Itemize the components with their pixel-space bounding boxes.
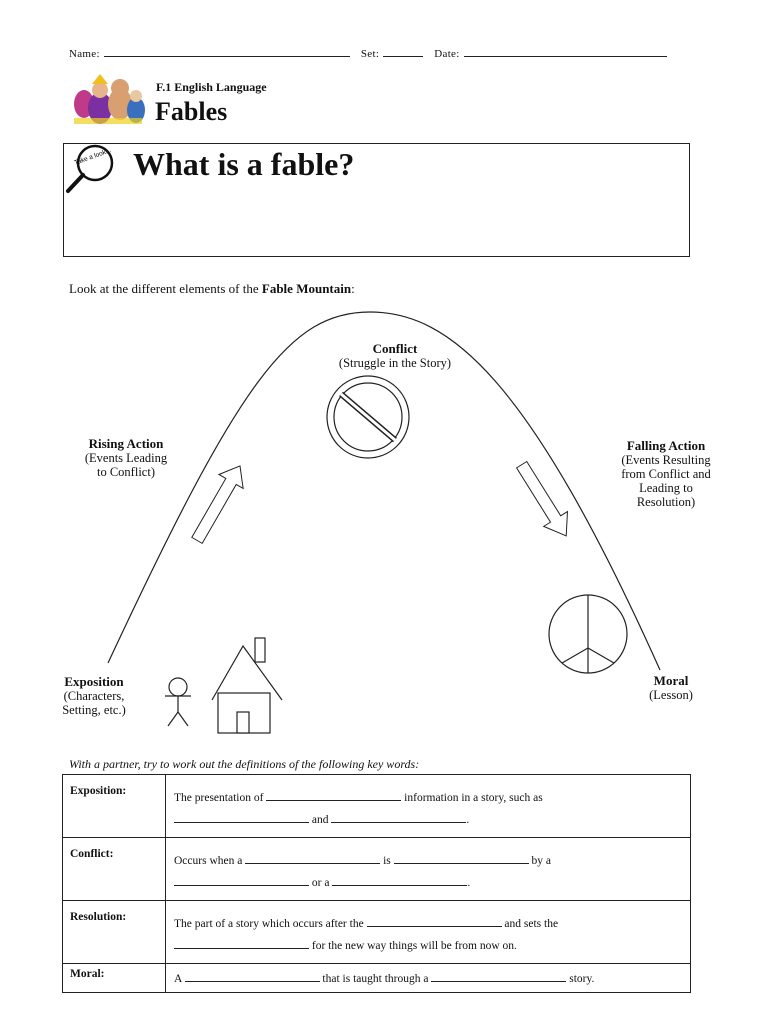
exposition-line1: (Characters, (63, 689, 125, 703)
falling-line2: from Conflict and (621, 467, 711, 481)
def-text: Occurs when a (174, 855, 246, 867)
term-resolution: Resolution: (63, 901, 166, 964)
name-blank[interactable] (104, 44, 350, 57)
def-text: . (467, 877, 471, 889)
def-text: and (309, 814, 332, 826)
fill-blank[interactable] (266, 788, 401, 801)
conflict-title: Conflict (372, 341, 418, 356)
question-heading: What is a fable? (133, 146, 355, 182)
definitions-table (62, 774, 691, 993)
course-name: F.1 English Language (156, 80, 267, 94)
def-text: or a (309, 877, 333, 889)
def-text: for the new way things will be from now on. (309, 940, 517, 952)
set-blank[interactable] (383, 44, 423, 57)
falling-line1: (Events Resulting (621, 453, 711, 467)
rising-action-label (70, 437, 182, 479)
fill-blank[interactable] (185, 969, 320, 982)
magnifier-text: Take a look... (73, 147, 112, 167)
page-title: Fables (155, 97, 228, 126)
term-exposition: Exposition: (63, 775, 166, 838)
def-text: A (174, 973, 185, 985)
fill-blank[interactable] (245, 851, 380, 864)
fill-blank[interactable] (367, 914, 502, 927)
fill-blank[interactable] (174, 810, 309, 823)
partner-instruction: With a partner, try to work out the definitions of the following key words: (69, 757, 420, 771)
definition-exposition (166, 775, 691, 838)
moral-sub: (Lesson) (649, 688, 693, 702)
set-label: Set: (360, 48, 380, 60)
def-text: information in a story, such as (401, 792, 543, 804)
peace-symbol-icon (549, 595, 627, 673)
moral-label (636, 674, 706, 702)
falling-arrow-icon (510, 457, 578, 543)
term-moral: Moral: (63, 964, 166, 993)
def-text: . (466, 814, 470, 826)
def-text: The presentation of (174, 792, 267, 804)
def-text: and sets the (501, 918, 559, 930)
date-label: Date: (434, 48, 460, 60)
rising-title: Rising Action (88, 436, 164, 451)
rising-line1: (Events Leading (84, 451, 168, 465)
def-text: story. (566, 973, 595, 985)
fill-blank[interactable] (431, 969, 566, 982)
fill-blank[interactable] (174, 873, 309, 886)
def-text: The part of a story which occurs after the (174, 918, 367, 930)
definition-moral (166, 964, 691, 993)
intro-suffix: : (351, 281, 355, 296)
def-text: by a (528, 855, 551, 867)
term-conflict: Conflict: (63, 838, 166, 901)
definition-conflict (166, 838, 691, 901)
rising-arrow-icon (185, 459, 252, 547)
stick-figure-icon (165, 678, 191, 726)
falling-line4: Resolution) (636, 495, 696, 509)
name-label: Name: (69, 48, 100, 60)
table-row (63, 838, 691, 901)
date-blank[interactable] (464, 44, 667, 57)
house-icon (212, 638, 282, 733)
cartoon-characters-logo (70, 74, 146, 126)
falling-action-label (609, 439, 723, 509)
conflict-label (330, 342, 460, 370)
conflict-sub: (Struggle in the Story) (338, 356, 452, 370)
exposition-label (52, 675, 136, 717)
falling-title: Falling Action (626, 438, 706, 453)
intro-prefix: Look at the different elements of the (69, 281, 262, 296)
definition-resolution (166, 901, 691, 964)
magnifier-icon (63, 143, 121, 197)
header-row (69, 44, 667, 60)
moral-title: Moral (653, 673, 689, 688)
table-row (63, 964, 691, 993)
intro-bold: Fable Mountain (261, 281, 352, 296)
fill-blank[interactable] (174, 936, 309, 949)
falling-line3: Leading to (639, 481, 693, 495)
fill-blank[interactable] (394, 851, 529, 864)
intro-text (69, 281, 355, 297)
conflict-no-symbol-icon (327, 376, 409, 458)
fill-blank[interactable] (332, 873, 467, 886)
table-row (63, 775, 691, 838)
exposition-title: Exposition (64, 674, 124, 689)
exposition-line2: Setting, etc.) (62, 703, 126, 717)
def-text: that is taught through a (319, 973, 432, 985)
fill-blank[interactable] (331, 810, 466, 823)
table-row (63, 901, 691, 964)
def-text: is (380, 855, 394, 867)
rising-line2: to Conflict) (97, 465, 155, 479)
